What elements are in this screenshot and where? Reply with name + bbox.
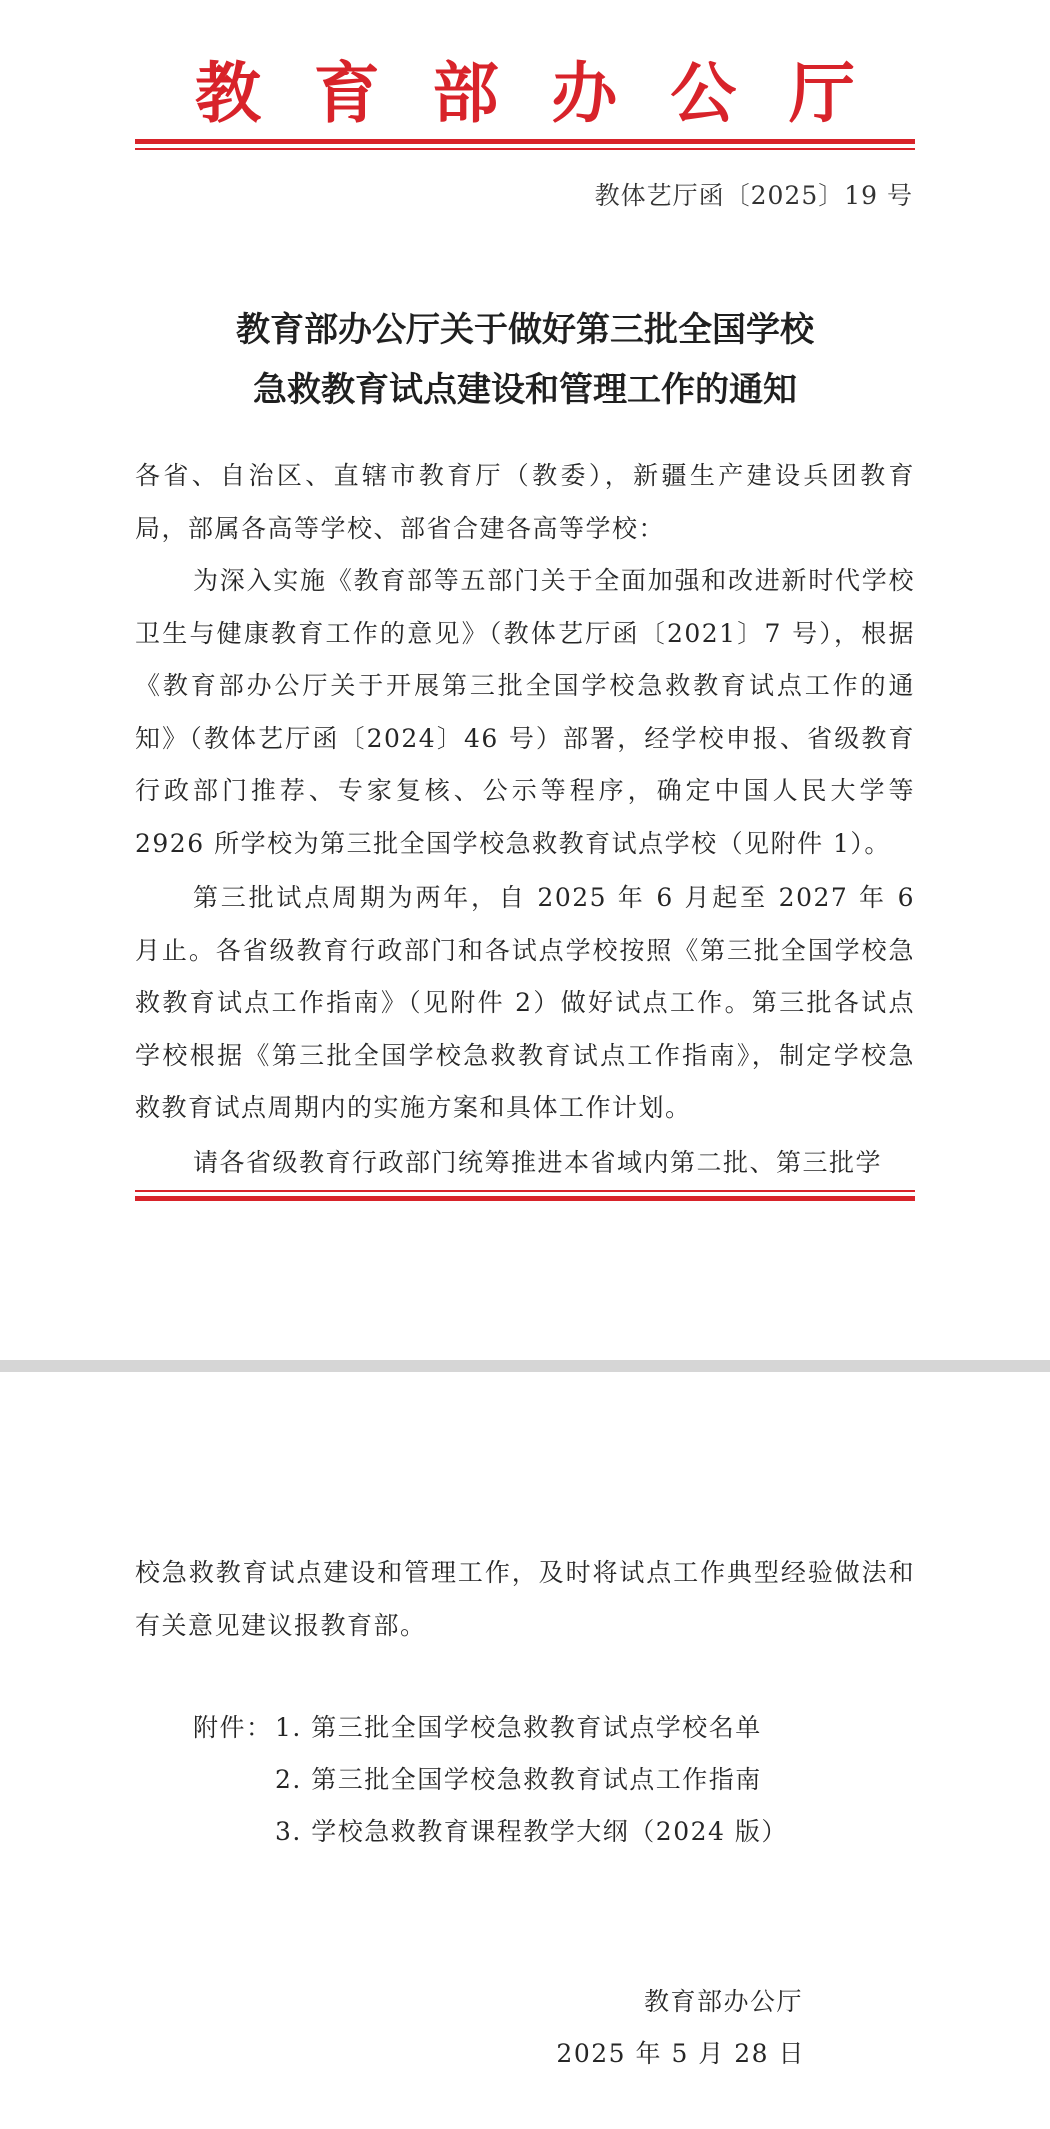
- attachments-label: 附件：: [193, 1713, 273, 1742]
- org-char: 教: [195, 53, 261, 132]
- org-char: 公: [670, 53, 737, 132]
- document-title-line-1: 教育部办公厅关于做好第三批全国学校: [236, 310, 814, 350]
- signature-org: 教育部办公厅: [643, 1987, 803, 2016]
- body-paragraph-3-start: 请各省级教育行政部门统筹推进本省域内第二批、第三批学: [193, 1148, 883, 1177]
- attachment-item: 3. 学校急救教育课程教学大纲（2024 版）: [275, 1817, 788, 1846]
- body-paragraph-3-continued: 校急救教育试点建设和管理工作，及时将试点工作典型经验做法和有关意见建议报教育部。: [135, 1558, 915, 1640]
- org-char: 育: [313, 53, 380, 132]
- org-char: 厅: [788, 53, 855, 132]
- page-separator: [0, 1360, 1050, 1372]
- header-red-rule: [135, 139, 915, 150]
- body-paragraph-1: 为深入实施《教育部等五部门关于全面加强和改进新时代学校卫生与健康教育工作的意见》（教体艺厅函〔2021〕7 号），根据《教育部办公厅关于开展第三批全国学校急救教育试点工作的通知》（教体艺厅函〔2024〕46 号）部署，经学校申报、省级教育行政部门推荐、专家复核、公示等程序，确定中国人民大学等 2926 所学校为第三批全国学校急救教育试点学校（见附件 1）。: [135, 566, 915, 858]
- attachment-item: 2. 第三批全国学校急救教育试点工作指南: [275, 1765, 762, 1794]
- body-paragraph-2: 第三批试点周期为两年，自 2025 年 6 月起至 2027 年 6 月止。各省级教育行政部门和各试点学校按照《第三批全国学校急救教育试点工作指南》（见附件 2）做好试点工作。第三批各试点学校根据《第三批全国学校急救教育试点工作指南》，制定学校急救教育试点周期内的实施方案和具体工作计划。: [135, 883, 915, 1122]
- addressee-paragraph: 各省、自治区、直辖市教育厅（教委），新疆生产建设兵团教育局，部属各高等学校、部省合建各高等学校：: [135, 461, 915, 543]
- attachment-item: 1. 第三批全国学校急救教育试点学校名单: [275, 1713, 762, 1742]
- document-number: 教体艺厅函〔2025〕19 号: [594, 181, 913, 210]
- signature-date: 2025 年 5 月 28 日: [556, 2039, 805, 2068]
- org-char: 办: [551, 53, 618, 132]
- footer-red-rule: [135, 1190, 915, 1201]
- document-page-2: [0, 1372, 1050, 2129]
- issuing-org-header: [135, 42, 915, 132]
- org-char: 部: [432, 53, 499, 132]
- attachments-list: [193, 1702, 893, 1858]
- document-title-line-2: 急救教育试点建设和管理工作的通知: [253, 370, 797, 410]
